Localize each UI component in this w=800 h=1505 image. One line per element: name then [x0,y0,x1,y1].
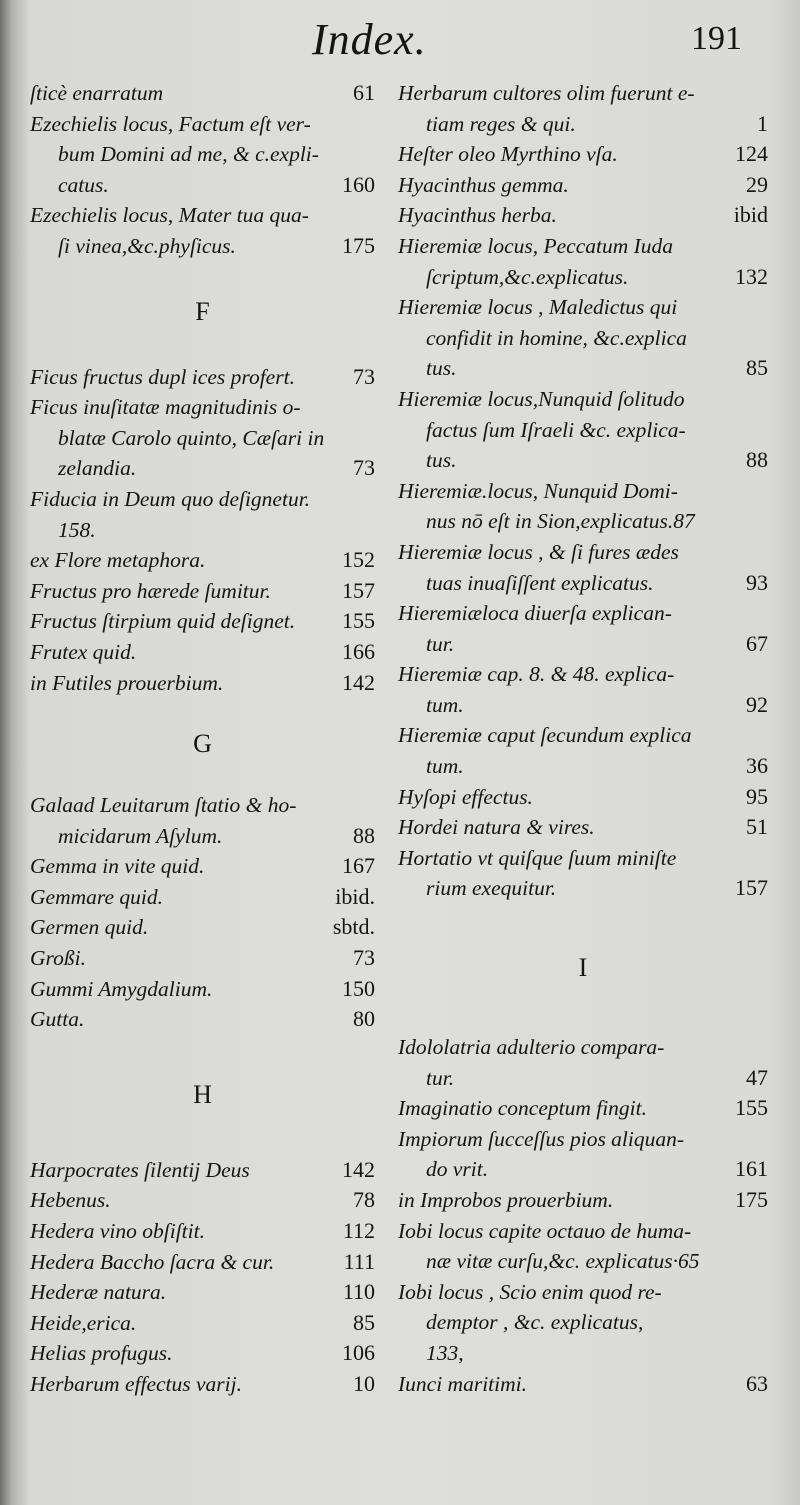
entry-page-ref: ibid. [335,883,375,909]
entry-text-line: tur. [426,631,455,656]
entry-page-ref: 1 [757,110,768,136]
index-entry [398,1216,768,1277]
page-number: 191 [691,20,742,57]
index-entry [398,537,768,598]
right-column [398,78,768,1399]
index-entry [398,1185,768,1216]
entry-page-ref: 152 [342,547,375,573]
entry-text-line: confidit in homine, &c.explica [426,325,687,350]
entry-page-ref: 93 [746,569,768,595]
entry-page-ref: 175 [735,1187,768,1212]
entry-text-line: Hieremiæ locus,Nunquid ſolitudo [398,386,685,411]
entry-text-line: tus. [426,356,457,381]
entry-page-ref: 124 [735,141,768,167]
entry-page-ref: 142 [342,669,375,695]
entry-text-line: Gemma in vite quid. [30,854,205,879]
entry-page-ref: sbtd. [332,914,375,940]
entry-page-ref: 73 [353,363,375,389]
page-header [0,14,800,64]
entry-text-line: Frutex quid. [30,639,137,664]
entry-page-ref: 29 [746,171,768,197]
entry-page-ref: 160 [342,171,375,197]
entry-text-line: Fiducia in Deum quo deſignetur. [30,486,311,511]
index-entry [30,1308,375,1339]
entries-f [30,362,375,699]
entry-page-ref: 106 [342,1340,375,1366]
entry-page-ref: 167 [342,853,375,879]
index-entry [30,545,375,576]
entry-text-line: Hebenus. [30,1188,111,1213]
entries-g [30,790,375,1035]
entry-text-line: Gutta. [30,1007,85,1032]
entry-text-line: Fructus pro hærede ſumitur. [30,578,271,603]
entry-text-line: Hortatio vt quiſque ſuum miniſte [398,845,677,870]
entry-text-line: Iunci maritimi. [398,1371,527,1396]
entry-text-line: Ezechielis locus, Factum eſt ver- [30,111,311,136]
entry-page-ref: 73 [353,455,375,481]
entry-text-line: tiam reges & qui. [426,111,576,136]
index-entry [398,476,768,537]
index-entry [398,1277,768,1369]
index-entry [30,790,375,851]
index-entry [30,1004,375,1035]
entry-text-line: Hyſopi effectus. [398,784,533,809]
entry-page-ref: 61 [353,80,375,105]
entry-page-ref: 78 [353,1187,375,1213]
index-entry [398,78,768,139]
entry-text-line: in Improbos prouerbium. [398,1188,614,1212]
entry-page-ref: 157 [735,875,768,901]
index-entry [30,974,375,1005]
entry-page-ref: 51 [746,814,768,840]
entry-text-line: Ezechielis locus, Mater tua qua- [30,203,309,228]
entry-page-ref: 155 [342,608,375,634]
index-entry [30,362,375,393]
entry-page-ref: 36 [746,753,768,779]
entry-page-ref: 80 [353,1006,375,1032]
index-entry [30,943,375,974]
entry-page-ref: 67 [746,630,768,656]
entry-text-line: Hyacinthus gemma. [398,172,569,197]
entry-text-line: Heide,erica. [30,1310,137,1335]
entry-text-line: tum. [426,692,464,717]
entry-text-line: Iobi locus capite octauo de huma- [398,1218,692,1243]
entry-page-ref: 112 [342,1218,375,1244]
entry-page-ref: 63 [746,1370,768,1396]
entry-text-line: tuas inuaſiſſent explicatus. [426,570,654,595]
entry-page-ref: 175 [342,232,375,258]
entry-text-line: Impiorum ſucceſſus pios aliquan- [398,1126,685,1151]
entry-text-line: Hieremiæ locus, Peccatum Iuda [398,233,674,258]
entry-page-ref: 111 [343,1248,375,1274]
entry-text-line: ex Flore metaphora. [30,548,206,573]
entry-page-ref: 110 [342,1279,375,1305]
entry-text-line: Hederæ natura. [30,1280,167,1305]
entry-text-line: nus nō eſt in Sion,explicatus.87 [426,509,695,534]
index-entry [30,576,375,607]
index-entry [398,292,768,384]
entry-text-line: Hieremiæ locus , Maledictus qui [398,295,678,320]
entry-text-line: Ficus inuſitatæ magnitudinis o- [30,395,301,420]
index-entry [398,384,768,476]
entry-page-ref: 95 [746,783,768,809]
entry-text-line: Fructus ſtirpium quid deſignet. [30,609,296,634]
entry-text-line: Hordei natura & vires. [398,815,595,840]
index-entry [30,1155,375,1186]
entry-text-line: Hieremiæloca diuerſa explican- [398,601,672,626]
entry-text-line: ſticè enarratum [30,81,164,105]
entry-page-ref: 166 [342,638,375,664]
entry-page-ref: ibid [733,202,768,228]
entry-page-ref: 10 [353,1371,375,1396]
entry-page-ref: 73 [353,945,375,971]
entry-page-ref: 132 [735,263,768,289]
entry-page-ref: 157 [342,577,375,603]
index-entry [398,200,768,231]
entry-text-line: do vrit. [426,1157,489,1182]
entry-text-line: Galaad Leuitarum ſtatio & ho- [30,793,297,818]
entry-text-line: Herbarum effectus varij. [30,1372,242,1396]
entry-text-line: Ficus fructus dupl ices profert. [30,364,295,389]
entry-text-line: zelandia. [58,456,137,481]
section-letter-g: G [193,729,212,759]
index-entry [398,659,768,720]
index-entry [30,78,375,109]
entry-text-line: Heſter oleo Myrthino vſa. [398,142,618,167]
entry-text-line: Herbarum cultores olim fuerunt e- [398,81,695,105]
entries-i [398,1032,768,1399]
entry-text-line: Hieremiæ caput ſecundum explica [398,723,692,748]
index-entry [30,637,375,668]
entry-text-line: ſcriptum,&c.explicatus. [426,264,629,289]
index-entry [30,1369,375,1400]
index-entry [30,1216,375,1247]
index-entry [398,720,768,781]
index-entry [398,782,768,813]
index-entry [30,606,375,637]
entry-text-line: 158. [58,517,96,542]
entry-text-line: Hyacinthus herba. [398,203,557,228]
index-entry [398,843,768,904]
entry-text-line: Harpocrates ſilentij Deus [30,1157,250,1182]
entry-text-line: tur. [426,1065,455,1090]
entry-text-line: Hedera vino obſiſtit. [30,1219,205,1244]
entries-h [30,1155,375,1400]
entry-text-line: Germen quid. [30,915,149,940]
index-entry [30,1338,375,1369]
entry-text-line: rium exequitur. [426,876,557,901]
index-entry [398,1369,768,1400]
entry-text-line: tum. [426,754,464,779]
entry-text-line: Helias profugus. [30,1341,173,1366]
entry-page-ref: 92 [746,691,768,717]
entry-text-line: catus. [58,172,109,197]
entry-text-line: tus. [426,448,457,473]
index-entry [398,598,768,659]
entry-page-ref: 142 [342,1156,375,1182]
index-entry [30,200,375,261]
entries-e [30,78,375,262]
entry-page-ref: 88 [746,447,768,473]
entry-page-ref: 161 [735,1156,768,1182]
entry-text-line: Iobi locus , Scio enim quod re- [398,1279,662,1304]
index-entry [30,912,375,943]
entry-page-ref: 85 [353,1309,375,1335]
index-entry [30,882,375,913]
index-entry [30,392,375,484]
entry-text-line: blatæ Carolo quinto, Cæſari in [58,425,325,450]
index-entry [398,1124,768,1185]
entry-text-line: demptor , &c. explicatus, [426,1310,644,1335]
section-letter-h: H [193,1079,212,1109]
index-entry [398,231,768,292]
running-title: Index. [312,15,427,64]
entry-page-ref: 155 [735,1095,768,1121]
entry-text-line: Hedera Baccho ſacra & cur. [30,1249,275,1274]
index-entry [398,139,768,170]
entry-text-line: factus ſum Iſraeli &c. explica- [426,417,686,442]
index-entry [398,812,768,843]
section-letter-i: I [578,953,588,983]
index-entry [398,1093,768,1124]
entry-text-line: næ vitæ curſu,&c. explicatus·65 [426,1249,700,1274]
index-entry [30,1185,375,1216]
entry-text-line: micidarum Aſylum. [58,823,223,848]
entry-text-line: Hieremiæ.locus, Nunquid Domi- [398,478,678,503]
entry-text-line: ſi vinea,&c.phyſicus. [58,233,236,258]
entry-text-line: 133, [426,1340,464,1365]
left-column [30,78,375,1400]
index-entry [30,484,375,545]
entry-text-line: Hieremiæ cap. 8. & 48. explica- [398,662,675,687]
entry-page-ref: 150 [342,975,375,1001]
index-entry [30,668,375,699]
entry-page-ref: 88 [353,822,375,848]
index-entry [30,1277,375,1308]
entry-text-line: Gummi Amygdalium. [30,976,213,1001]
entry-text-line: in Futiles prouerbium. [30,670,224,695]
index-entry [398,1032,768,1093]
entry-text-line: Imaginatio conceptum fingit. [398,1096,648,1121]
entries-h-continued [398,78,768,904]
index-entry [398,170,768,201]
entry-text-line: Idololatria adulterio compara- [398,1035,665,1060]
index-entry [30,1247,375,1278]
entry-text-line: Großi. [30,946,86,971]
entry-text-line: Gemmare quid. [30,884,163,909]
index-entry [30,851,375,882]
entry-text-line: bum Domini ad me, & c.expli- [58,142,319,167]
entry-text-line: Hieremiæ locus , & ſi fures ædes [398,539,679,564]
index-entry [30,109,375,201]
entry-page-ref: 85 [746,355,768,381]
entry-page-ref: 47 [746,1064,768,1090]
section-letter-f: F [195,296,210,326]
